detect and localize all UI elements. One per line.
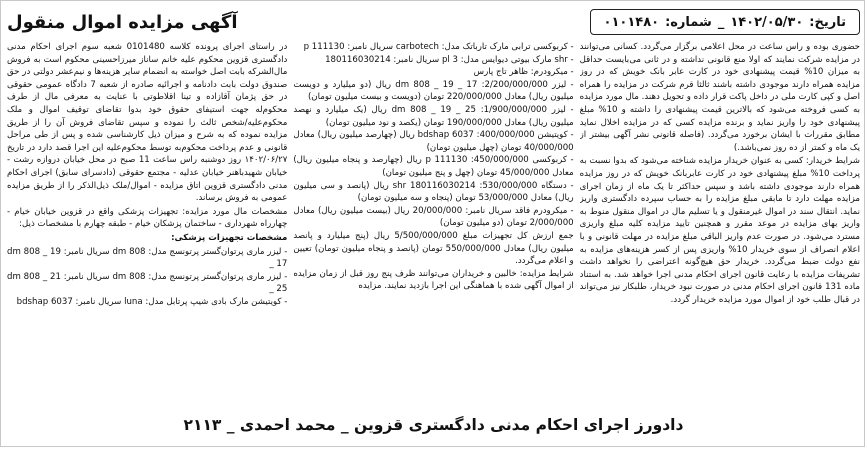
signature-line: دادورز اجرای احکام مدنی دادگستری قزوین _ محمد احمدی _ ۲۱۱۳ (183, 416, 684, 434)
notice-title: آگهی مزایده اموال منقول (7, 11, 238, 33)
buyer-conditions-paragraph: شرایط خریدار: کسی به عنوان خریدار مزایده شناخته می‌شود که بدوا نسبت به پرداخت 10% مبلغ پیشنهادی خود در کارت عابربانک خویش که در روز مزایده همراه دارند موجودی داشته باشد و سپس حداکثر تا یک ماه از زمان اجرای مزایده مهلت دارد تا مابقی مبلغ مزایده را به حساب سپرده دادگستری واریز نماید. انتقال سند در اموال غیرمنقول و یا تسلیم مال در اموال منقول منوط به واریز بهای مزایده در موعد مقرر و همچنین تایید مزایده کلیه مبلغ واریزی مسترد می‌شود. در صورت عدم واریز الباقی مبلغ مزایده در مهلت قانونی و با اعلام انصراف از سوی خریدار 10% واریزی پس از کسر هزینه‌های مزایده به نفع دولت ضبط می‌گردد. خریدار حق هیچ‌گونه اعتراضی را نخواهد داشت تشریفات مزایده با رعایت قانون اجرای احکام مدنی اجرا خواهد شد. به استناد ماده 131 قانون اجرای احکام مدنی در صورت نبود خریدار، طلبکار نیز می‌تواند در قبال طلب خود از اموال مورد مزایده خریدار گردد. (579, 156, 860, 305)
middle-column (293, 41, 573, 403)
date-value: ۱۴۰۲/۰۵/۳۰ (730, 14, 804, 30)
meta-separator: _ (717, 14, 725, 30)
middle-line: - میکرودرم فاقد سریال نامبر: 20/000/000 ریال (بیست میلیون ریال) معادل 2/000/000 تومان (دو میلیون تومان) (293, 205, 574, 229)
middle-line: - کویتیشن bdshap 6037 :400/000/000 ریال (چهارصد میلیون ریال) معادل 40/000/000 تومان (چهل میلیون تومان) (293, 130, 574, 153)
equipment-heading: مشخصات تجهیزات پزشکی: (171, 232, 288, 243)
middle-line: - کربوکسی p 111130 :450/000/000 ریال (چهارصد و پنجاه میلیون ریال) معادل 45/000/000 تومان (چهل و پنج میلیون تومان) (293, 155, 574, 178)
middle-line: - کربوکسی ترابی مارک تارباتک مدل: carbotech سریال نامبر: 111130 p (303, 42, 574, 52)
spec-paragraph: مشخصات مال مورد مزایده: تجهیزات پزشکی واقع در قزوین خیابان خیام - چهارراه شهرداری - ساختمان پزشکان خیام - طبقه چهارم با مشخصات ذیل: (7, 206, 288, 230)
middle-line: - لیزر 1/900/000/000: 25 _ 19 _ dm 808 ریال (یک میلیارد و نهصد میلیون ریال) معادل 190/000/000 تومان (یکصد و نود میلیون تومان) (293, 104, 574, 128)
middle-line: - دستگاه shr 180116030214 :530/000/000 ریال (پانصد و سی میلیون ریال) معادل 53/000/000 تومان (پنجاه و سه میلیون تومان) (293, 180, 574, 204)
date-number-box (590, 9, 860, 35)
middle-line: جمع ارزش کل تجهیزات مبلغ 5/500/000/000 ریال (پنج میلیارد و پانصد میلیون ریال) معادل 550/000/000 تومان (پانصد و پنجاه میلیون تومان) تعیین و اعلام می‌گردد. (293, 230, 574, 267)
right-column (7, 41, 287, 403)
middle-line: - لیزر 2/200/000/000: 17 _ 19 _ dm 808 ریال (دو میلیارد و دویست میلیون ریال) معادل 220/000/000 تومان (دویست و بیست میلیون تومان) (293, 79, 574, 103)
middle-line: شرایط مزایده: خالبین و خریداران می‌توانند ظرف پنج روز قبل از زمان مزایده از اموال آگهی شده با هماهنگی این اجرا بازدید نمایند. مزایده (293, 268, 574, 292)
conditions-paragraph: حضوری بوده و راس ساعت در محل اعلامی برگزار می‌گردد. کسانی می‌توانند در مزایده شرکت نمایند که اولا منع قانونی نداشته و در ثانی می‌بایست حداقل به میزان 10% قیمت پیشنهادی خود در کارت عابر بانک خویش که در روز مزایده همراه دارند موجودی داشته باشند ثالثا قرم شرکت در مزایده را همراه اصل و کپی کارت ملی در داخل پاکت قرار داده و تحویل دهند. مال مورد مزایده به کسی فروخته می‌شود که بالاترین قیمت پیشنهادی را داشته و 10% مبلغ پیشنهادی خود را واریز نماید و برنده مزایده کسی که در مزایده اخلال نماید مطابق مقررات با ایشان برخورد می‌گردد. (فاصله قانونی نشر آگهی بیشتر از یک ماه و کمتر از ده روز نمی‌باشد.) (579, 42, 860, 153)
middle-line: - shr مارک بیوتی دیوایس مدل: pl 3 سریال نامبر: 180116030214 (325, 54, 574, 65)
date-label: تاریخ: (809, 14, 846, 30)
equipment-item: - کویتیشن مارک بادی شیپ پرتابل مدل: luna سریال نامبر: 6037 bdshap (16, 296, 288, 307)
notice-body (7, 41, 860, 403)
number-value: ۰۱۰۱۴۸۰ (603, 14, 660, 30)
equipment-item: - لیزر ماری پرتوان‌گستر پرتونسج مدل: dm 808 سریال نامبر: dm 808 _ 19 _ 17 (7, 246, 288, 270)
notice-header (7, 7, 860, 37)
left-column (580, 41, 860, 403)
intro-paragraph: در راستای اجرای پرونده کلاسه 0101480 شعبه سوم اجرای احکام مدنی دادگستری قزوین محکوم علیه خانم ساناز میرزاحسینی محکوم است به فروش مال‌الشرکه بابت اصل خواسته به انضمام سایر هزینه‌ها و نیم‌عشر دولتی در حق صندوق دولت بابت دادنامه و اجرائیه صادره از شعبه 7 دادگاه عمومی حقوقی در حق پژمان آقازاده و تینا اقلاطوتی با عنایت به معرفی مال از طرف محکوم‌له جهت استیفای حقوق خود بدوا تقاضای توقیف اموال و ملک محکوم‌علیه/شخص ثالث را نموده و سپس تقاضای فروش آن را از طریق مزایده نموده که به شرح و میزان ذیل کارشناسی شده و پس از طی مراحل قانونی و عدم پرداخت محکوم‌به توسط محکوم‌علیه این اجرا قصد دارد در تاریخ ۱۴۰۲/۰۶/۲۷ روز دوشنبه راس ساعت 11 صبح در محل خیابان دروازه رشت - خیابان شهیدباهنر خیابان عدلیه - مجتمع حقوقی (دادسرای سابق) اجرای احکام مدنی دادگستری قزوین اتاق مزایده - اموال/ملک ذیل‌الذکر را از طریق مزایده عمومی به فروش برساند. (7, 42, 288, 204)
number-label: شماره: (665, 14, 712, 30)
equipment-item: - لیزر ماری پرتوان‌گستر پرتونسج مدل: dm 808 سریال نامبر: dm 808 _ 21 _ 25 (7, 271, 288, 295)
middle-line: - میکرودرم: ظاهر تاج پارس (473, 67, 574, 78)
